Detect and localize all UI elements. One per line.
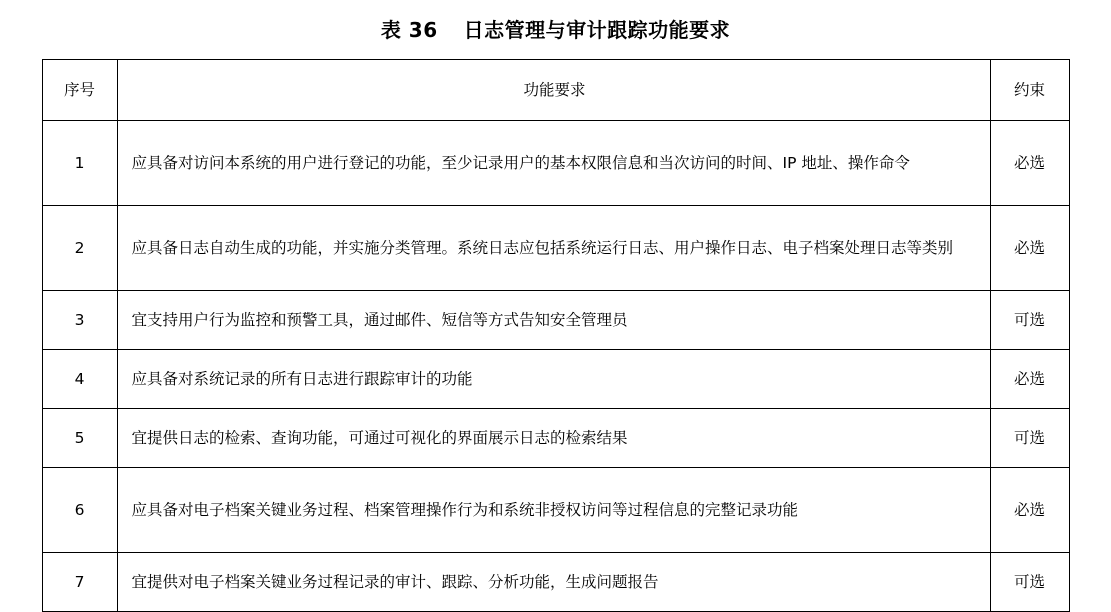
- requirements-table: [42, 59, 1070, 612]
- cell-constraint: 必选: [990, 206, 1069, 291]
- header-constraint: 约束: [990, 60, 1069, 121]
- cell-seq: 7: [42, 553, 117, 612]
- cell-seq: 3: [42, 291, 117, 350]
- cell-seq: 1: [42, 121, 117, 206]
- cell-seq: 5: [42, 409, 117, 468]
- table-caption-number: 表 36: [380, 18, 438, 42]
- cell-constraint: 必选: [990, 121, 1069, 206]
- header-seq: 序号: [42, 60, 117, 121]
- cell-requirement: 宜提供对电子档案关键业务过程记录的审计、跟踪、分析功能，生成问题报告: [117, 553, 990, 612]
- table-caption-title: 日志管理与审计跟踪功能要求: [463, 18, 731, 42]
- table-row: [42, 468, 1069, 553]
- table-caption: [0, 0, 1111, 59]
- cell-requirement: 宜提供日志的检索、查询功能，可通过可视化的界面展示日志的检索结果: [117, 409, 990, 468]
- table-row: [42, 350, 1069, 409]
- table-header-row: [42, 60, 1069, 121]
- table-row: [42, 206, 1069, 291]
- cell-requirement: 应具备对电子档案关键业务过程、档案管理操作行为和系统非授权访问等过程信息的完整记录功能: [117, 468, 990, 553]
- cell-requirement: 宜支持用户行为监控和预警工具，通过邮件、短信等方式告知安全管理员: [117, 291, 990, 350]
- cell-requirement: 应具备日志自动生成的功能，并实施分类管理。系统日志应包括系统运行日志、用户操作日志、电子档案处理日志等类别: [117, 206, 990, 291]
- cell-constraint: 可选: [990, 553, 1069, 612]
- table-body: [42, 121, 1069, 612]
- cell-constraint: 必选: [990, 468, 1069, 553]
- cell-seq: 2: [42, 206, 117, 291]
- cell-constraint: 必选: [990, 350, 1069, 409]
- table-row: [42, 409, 1069, 468]
- cell-seq: 6: [42, 468, 117, 553]
- table-header: [42, 60, 1069, 121]
- table-row: [42, 121, 1069, 206]
- table-row: [42, 291, 1069, 350]
- cell-requirement: 应具备对访问本系统的用户进行登记的功能，至少记录用户的基本权限信息和当次访问的时间、IP 地址、操作命令: [117, 121, 990, 206]
- cell-constraint: 可选: [990, 291, 1069, 350]
- header-requirement: 功能要求: [117, 60, 990, 121]
- cell-constraint: 可选: [990, 409, 1069, 468]
- cell-requirement: 应具备对系统记录的所有日志进行跟踪审计的功能: [117, 350, 990, 409]
- table-row: [42, 553, 1069, 612]
- cell-seq: 4: [42, 350, 117, 409]
